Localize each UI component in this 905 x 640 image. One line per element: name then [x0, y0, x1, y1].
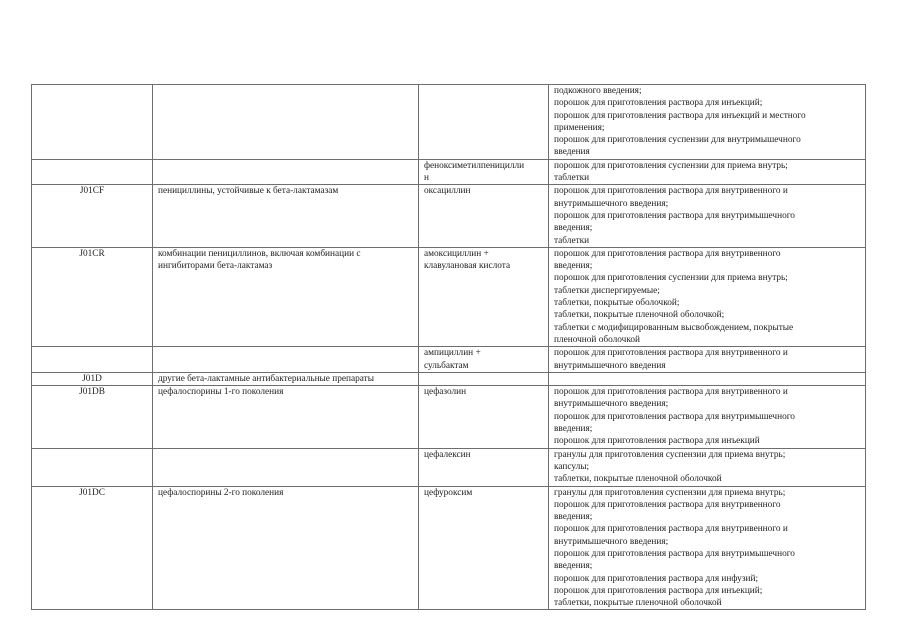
cell-text-line: ингибиторами бета-лактамаз	[158, 261, 273, 272]
group-name-cell	[153, 347, 419, 373]
drug-name-cell	[419, 247, 549, 346]
cell-text-line: феноксиметилпеницилли	[424, 160, 525, 171]
cell-text-line: порошок для приготовления раствора для внутримышечного	[554, 548, 795, 559]
table-row	[32, 85, 866, 160]
drug-list-table	[31, 84, 866, 610]
atc-code-cell	[32, 85, 153, 160]
atc-code-cell	[32, 247, 153, 346]
cell-text-line: J01CF	[79, 186, 105, 197]
cell-text-line: применения;	[554, 122, 605, 133]
cell-text-line: таблетки с модифицированным высвобождением, покрытые	[554, 322, 794, 333]
cell-text-line: введения	[554, 147, 590, 158]
cell-text-line: клавулановая кислота	[424, 261, 511, 272]
dosage-forms-cell	[549, 347, 866, 373]
dosage-forms-cell	[549, 159, 866, 185]
group-name-cell	[153, 247, 419, 346]
atc-code-cell	[32, 386, 153, 448]
group-name-cell	[153, 372, 419, 385]
cell-text-line: цефазолин	[424, 387, 467, 398]
cell-text-line: J01CR	[79, 248, 105, 259]
cell-text-line: введения;	[554, 512, 593, 523]
cell-text-line: порошок для приготовления раствора для внутримышечного	[554, 411, 795, 422]
group-name-cell	[153, 185, 419, 247]
table-row	[32, 347, 866, 373]
dosage-forms-cell	[549, 372, 866, 385]
drug-name-cell	[419, 448, 549, 486]
cell-text-line: внутримышечного введения;	[554, 399, 669, 410]
table-row	[32, 159, 866, 185]
cell-text-line: гранулы для приготовления суспензии для приема внутрь;	[554, 487, 786, 498]
dosage-forms-cell	[549, 185, 866, 247]
cell-text-line: порошок для приготовления раствора для внутривенного и	[554, 186, 788, 197]
table-body	[32, 85, 866, 610]
cell-text-line: порошок для приготовления раствора для внутримышечного	[554, 210, 795, 221]
cell-text-line: таблетки	[554, 173, 590, 184]
cell-text-line: введения;	[554, 561, 593, 572]
cell-text-line: таблетки, покрытые пленочной оболочкой;	[554, 310, 725, 321]
cell-text-line: оксациллин	[424, 186, 471, 197]
table-row	[32, 372, 866, 385]
cell-text-line: порошок для приготовления раствора для внутривенного и	[554, 387, 788, 398]
cell-text-line: введения;	[554, 261, 593, 272]
cell-text-line: порошок для приготовления раствора для внутривенного	[554, 499, 781, 510]
dosage-forms-cell	[549, 247, 866, 346]
group-name-cell	[153, 159, 419, 185]
drug-name-cell	[419, 372, 549, 385]
cell-text-line: н	[424, 173, 429, 184]
cell-text-line: J01DC	[79, 487, 105, 498]
cell-text-line: порошок для приготовления раствора для инъекций и местного	[554, 110, 806, 121]
cell-text-line: ампициллин +	[424, 348, 481, 359]
cell-text-line: порошок для приготовления раствора для инфузий;	[554, 573, 759, 584]
cell-text-line: порошок для приготовления суспензии для приема внутрь;	[554, 160, 788, 171]
cell-text-line: порошок для приготовления раствора для внутривенного и	[554, 524, 788, 535]
cell-text-line: амоксициллин +	[424, 248, 489, 259]
cell-text-line: порошок для приготовления раствора для инъекций;	[554, 585, 763, 596]
cell-text-line: порошок для приготовления суспензии для приема внутрь;	[554, 273, 788, 284]
group-name-cell	[153, 486, 419, 610]
cell-text-line: цефалоспорины 1-го поколения	[158, 387, 284, 398]
cell-text-line: капсулы;	[554, 461, 590, 472]
cell-text-line: порошок для приготовления раствора для внутривенного	[554, 248, 781, 259]
cell-text-line: внутримышечного введения	[554, 360, 666, 371]
dosage-forms-cell	[549, 85, 866, 160]
atc-code-cell	[32, 448, 153, 486]
atc-code-cell	[32, 159, 153, 185]
dosage-forms-cell	[549, 448, 866, 486]
cell-text-line: цефалоспорины 2-го поколения	[158, 487, 284, 498]
cell-text-line: таблетки диспергируемые;	[554, 285, 660, 296]
drug-name-cell	[419, 159, 549, 185]
table-row	[32, 448, 866, 486]
cell-text-line: J01D	[82, 373, 102, 384]
cell-text-line: цефалексин	[424, 449, 471, 460]
group-name-cell	[153, 448, 419, 486]
cell-text-line: введения;	[554, 424, 593, 435]
cell-text-line: порошок для приготовления раствора для инъекций	[554, 436, 760, 447]
cell-text-line: J01DB	[79, 387, 105, 398]
table-row	[32, 247, 866, 346]
drug-list-page	[31, 84, 865, 610]
cell-text-line: другие бета-лактамные антибактериальные препараты	[158, 373, 374, 384]
drug-name-cell	[419, 347, 549, 373]
drug-name-cell	[419, 85, 549, 160]
cell-text-line: подкожного введения;	[554, 86, 642, 96]
cell-text-line: цефуроксим	[424, 487, 473, 498]
cell-text-line: пенициллины, устойчивые к бета-лактамазам	[158, 186, 339, 197]
atc-code-cell	[32, 185, 153, 247]
atc-code-cell	[32, 347, 153, 373]
cell-text-line: порошок для приготовления раствора для внутривенного и	[554, 348, 788, 359]
table-row	[32, 185, 866, 247]
table-row	[32, 486, 866, 610]
cell-text-line: таблетки, покрытые пленочной оболочкой	[554, 598, 722, 609]
cell-text-line: таблетки, покрытые оболочкой;	[554, 298, 680, 309]
atc-code-cell	[32, 372, 153, 385]
cell-text-line: таблетки, покрытые пленочной оболочкой	[554, 474, 722, 485]
drug-name-cell	[419, 185, 549, 247]
dosage-forms-cell	[549, 386, 866, 448]
cell-text-line: введения;	[554, 223, 593, 234]
cell-text-line: внутримышечного введения;	[554, 536, 669, 547]
drug-name-cell	[419, 486, 549, 610]
cell-text-line: пленочной оболочкой	[554, 334, 641, 345]
table-row	[32, 386, 866, 448]
cell-text-line: порошок для приготовления раствора для инъекций;	[554, 98, 763, 109]
cell-text-line: внутримышечного введения;	[554, 198, 669, 209]
cell-text-line: сульбактам	[424, 360, 469, 371]
dosage-forms-cell	[549, 486, 866, 610]
drug-name-cell	[419, 386, 549, 448]
group-name-cell	[153, 386, 419, 448]
cell-text-line: порошок для приготовления суспензии для внутримышечного	[554, 135, 801, 146]
cell-text-line: гранулы для приготовления суспензии для приема внутрь;	[554, 449, 786, 460]
atc-code-cell	[32, 486, 153, 610]
cell-text-line: таблетки	[554, 235, 590, 246]
cell-text-line: комбинации пенициллинов, включая комбинации с	[158, 248, 361, 259]
group-name-cell	[153, 85, 419, 160]
